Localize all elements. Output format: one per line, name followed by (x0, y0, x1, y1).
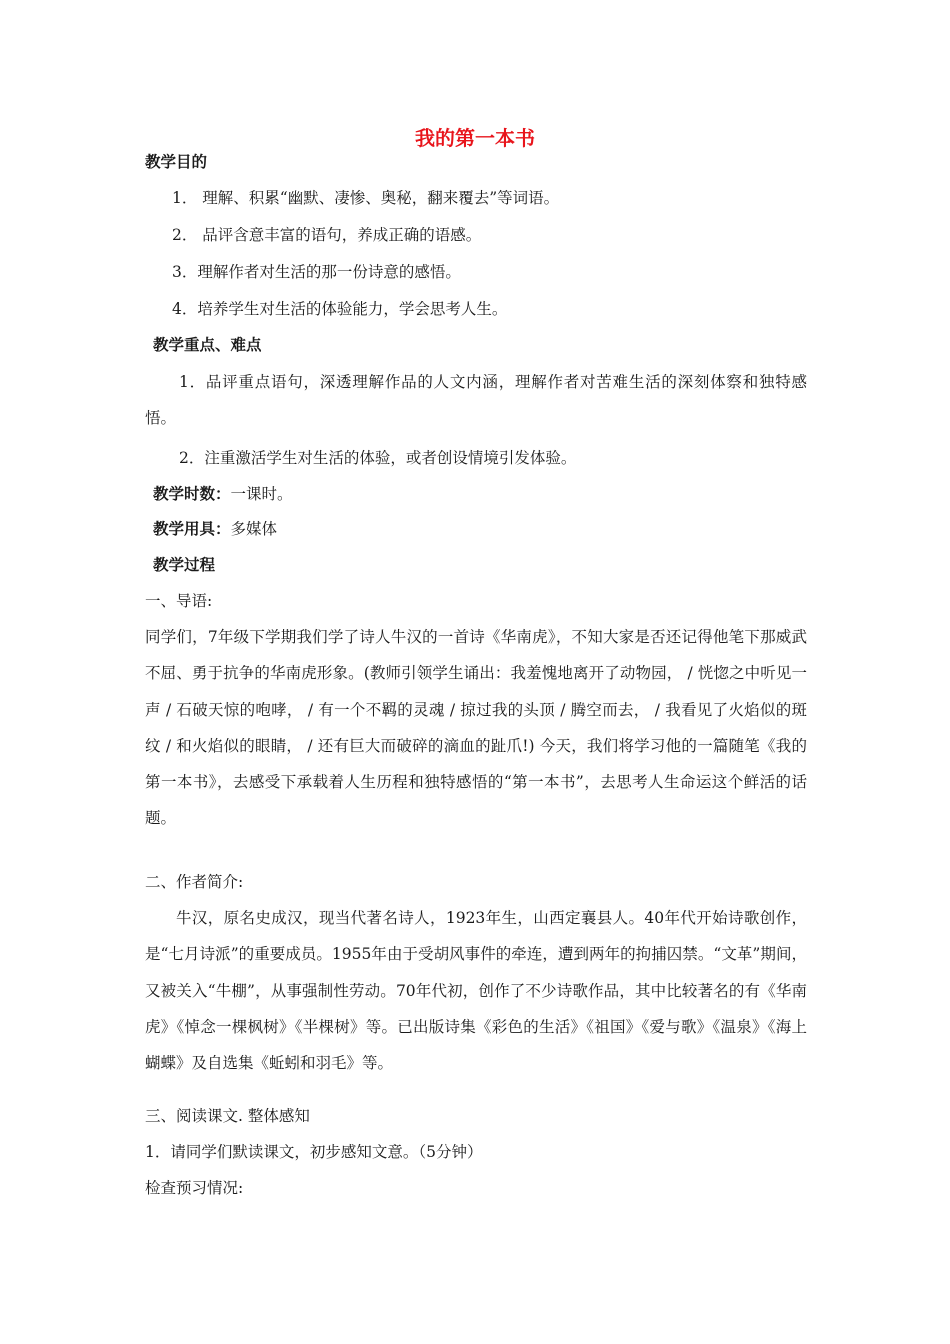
teaching-tools-label: 教学用具： (153, 520, 231, 538)
section-1-heading: 一、导语: (145, 592, 213, 610)
teaching-tools (153, 517, 277, 541)
section-3-check: 检查预习情况: (145, 1179, 244, 1197)
key-point-item-2: 2．注重激活学生对生活的体验，或者创设情境引发体验。 (179, 449, 577, 467)
process-heading: 教学过程 (153, 556, 216, 574)
key-points-heading: 教学重点、难点 (153, 336, 262, 354)
teaching-hours-value: 一课时。 (230, 485, 293, 503)
section-2-text: 牛汉，原名史成汉，现当代著名诗人，1923年生，山西定襄县人。40年代开始诗歌创作，是“七月诗派”的重要成员。1955年由于受胡风事件的牵连，遭到两年的拘捕囚禁。“文革”期间，又被关入“牛棚”，从事强制性劳动。70年代初，创作了不少诗歌作品，其中比较著名的有《华南虎》《悼念一棵枫树》《半棵树》等。已出版诗集《彩色的生活》《祖国》《爱与歌》《温泉》《海上蝴蝶》及自选集《蚯蚓和羽毛》等。 (145, 909, 807, 1073)
objective-item-4: 4．培养学生对生活的体验能力，学会思考人生。 (172, 300, 508, 318)
document-title: 我的第一本书 (415, 126, 535, 150)
key-point-item-1: 1．品评重点语句，深透理解作品的人文内涵，理解作者对苦难生活的深刻体察和独特感悟。 (145, 373, 807, 428)
objective-item-1: 1． 理解、积累“幽默、凄惨、奥秘，翻来覆去”等词语。 (172, 189, 560, 207)
section-2-heading: 二、作者简介: (145, 873, 244, 891)
objectives-heading: 教学目的 (145, 153, 208, 171)
objective-item-3: 3．理解作者对生活的那一份诗意的感悟。 (172, 263, 461, 281)
objective-item-2: 2． 品评含意丰富的语句，养成正确的语感。 (172, 226, 482, 244)
section-1-text: 同学们，7年级下学期我们学了诗人牛汉的一首诗《华南虎》，不知大家是否还记得他笔下那威武不屈、勇于抗争的华南虎形象。(教师引领学生诵出：我羞愧地离开了动物园， / 恍惚之中听见一声 / 石破天惊的咆哮， / 有一个不羁的灵魂 / 掠过我的头顶 / 腾空而去， / 我看见了火焰似的斑纹 / 和火焰似的眼睛， / 还有巨大而破碎的滴血的趾爪!) 今天，我们将学习他的一篇随笔《我的第一本书》，去感受下承载着人生历程和独特感悟的“第一本书”，去思考人生命运这个鲜活的话题。 (145, 628, 807, 828)
section-3-item-1: 1．请同学们默读课文，初步感知文意。（5分钟） (145, 1143, 483, 1161)
teaching-hours-label: 教学时数： (153, 485, 231, 503)
section-3-heading: 三、阅读课文. 整体感知 (145, 1107, 310, 1125)
teaching-tools-value: 多媒体 (230, 520, 278, 538)
teaching-hours (153, 482, 293, 506)
